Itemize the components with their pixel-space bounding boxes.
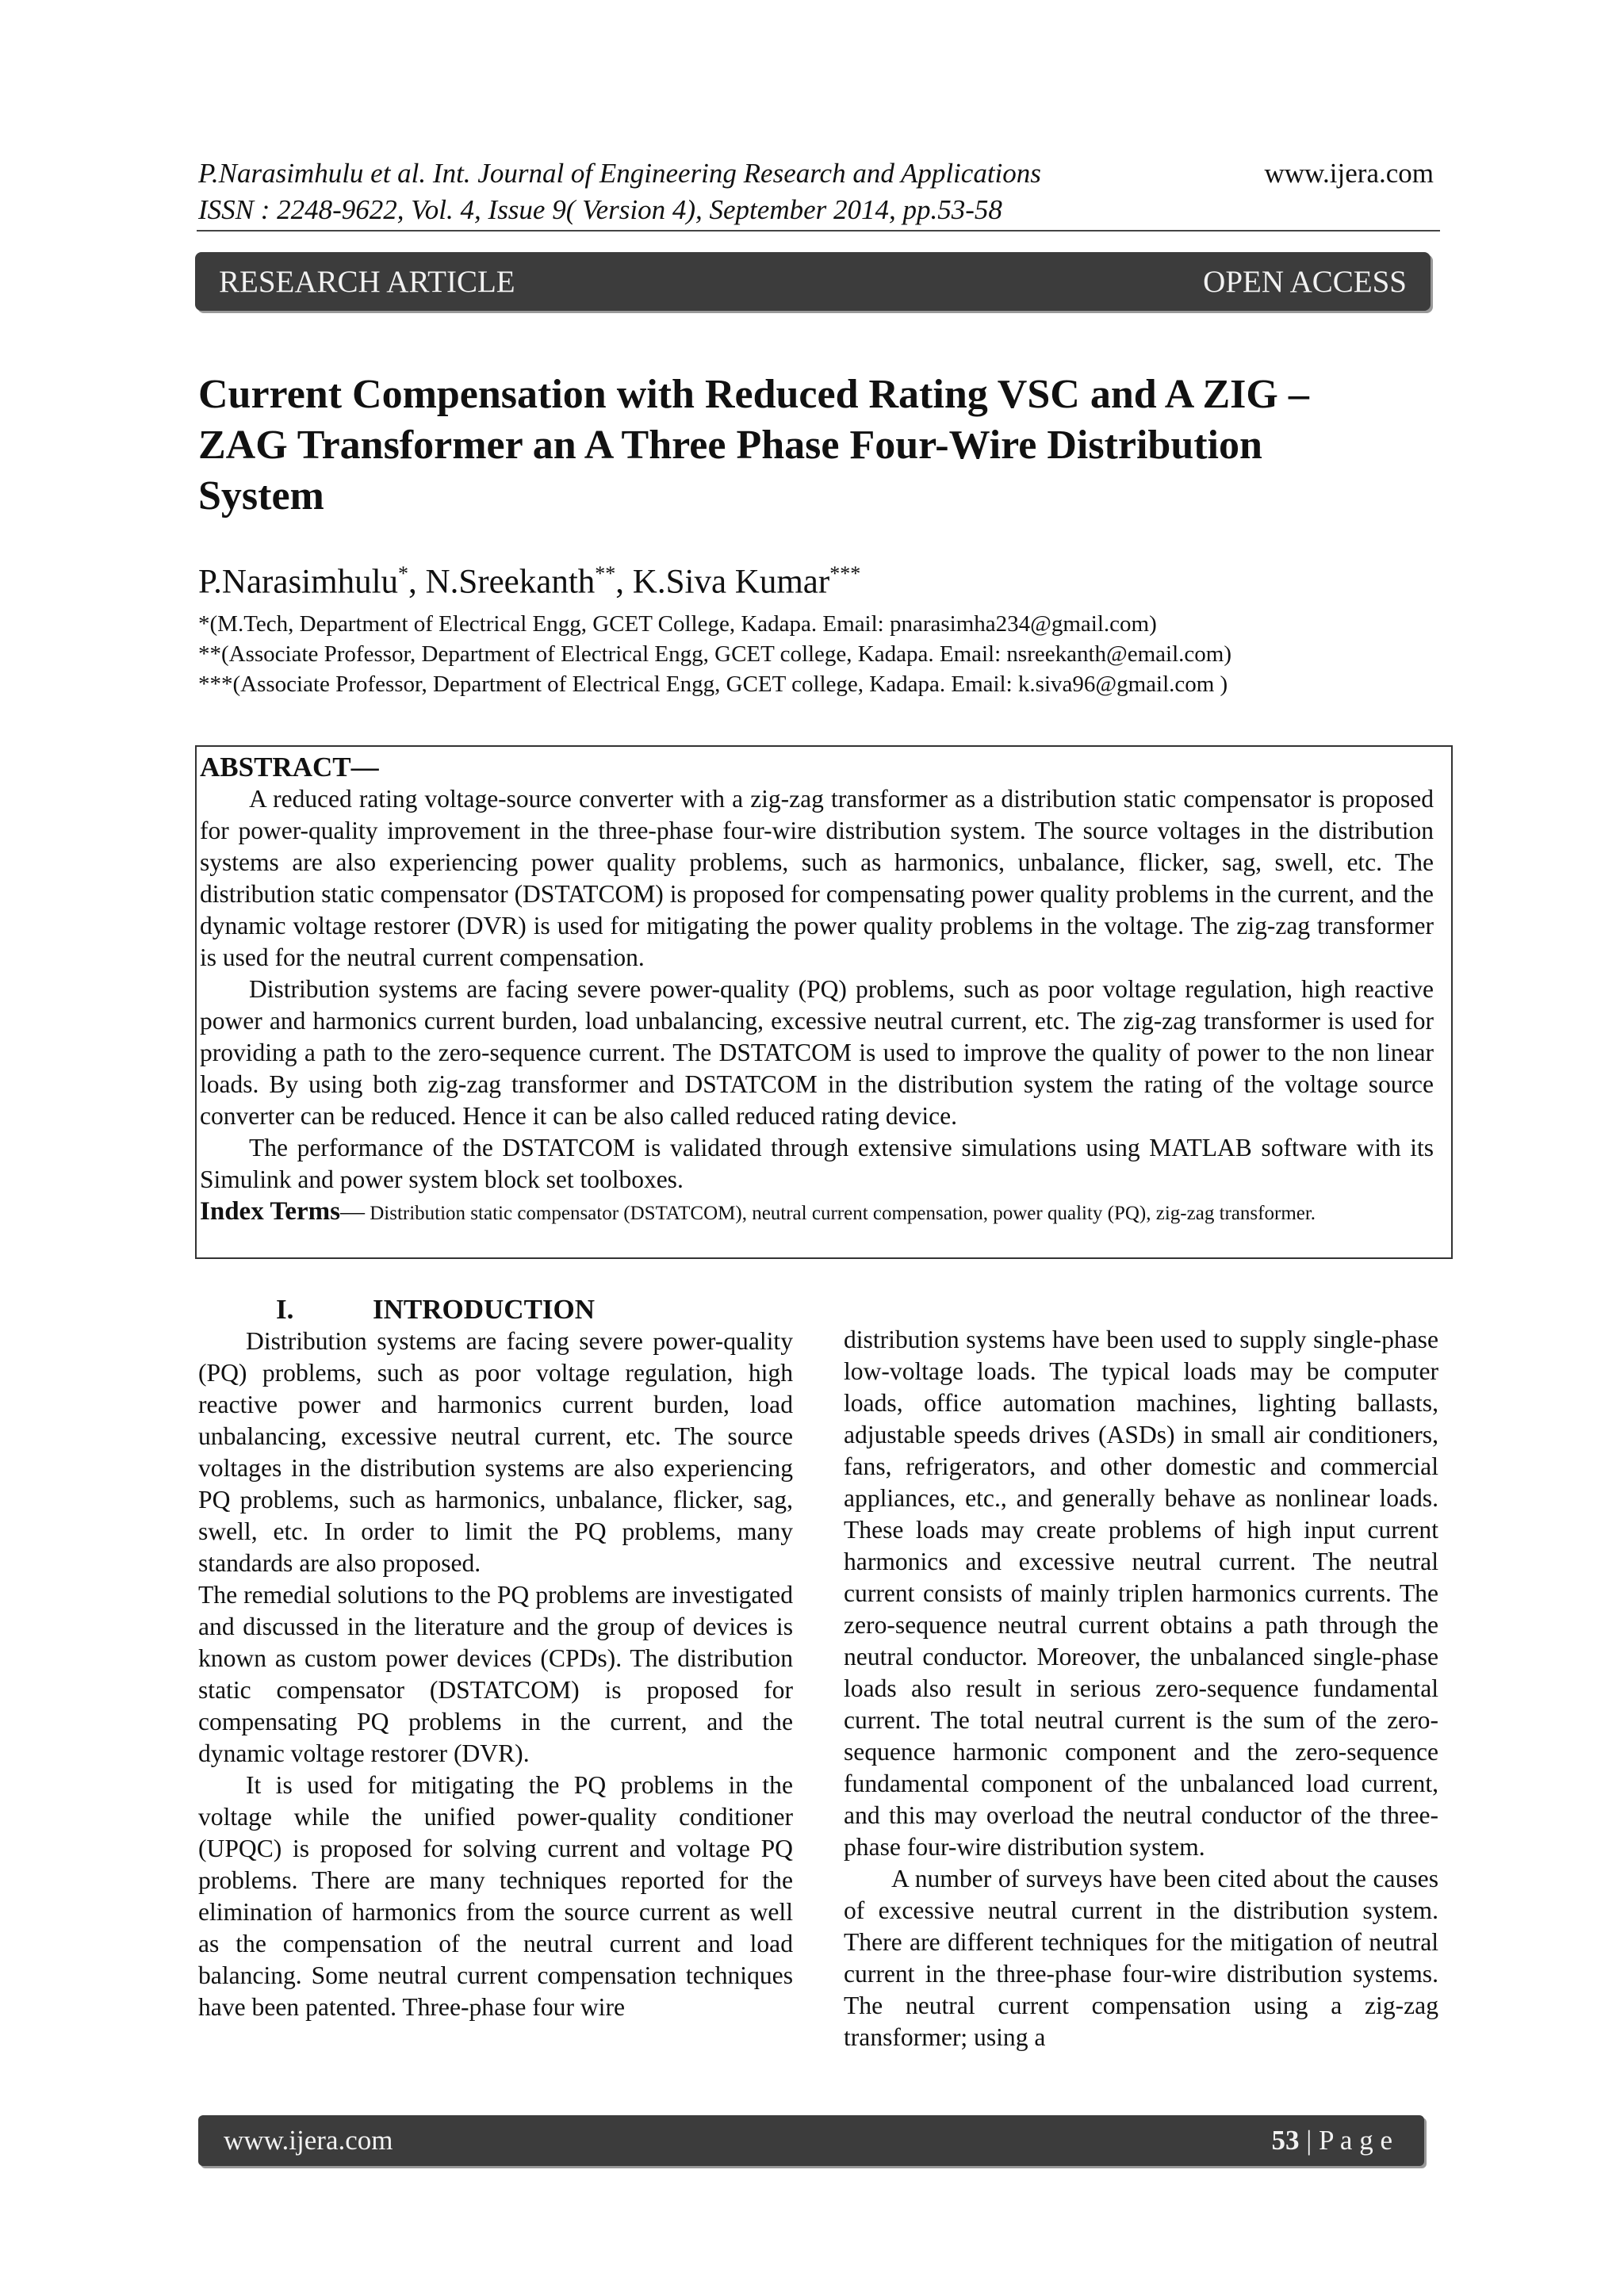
left-column: [198, 1294, 793, 2023]
intro-paragraph-1: Distribution systems are facing severe power-quality (PQ) problems, such as poor voltage regulation, high reactive power and harmonics current burden, load unbalancing, excessive neutral current, etc. The source voltages in the distribution systems are also experiencing PQ problems, such as harmonics, unbalance, flicker, sag, swell, etc. In order to limit the PQ problems, many standards are also proposed.: [198, 1327, 793, 1577]
section-number: I.: [276, 1294, 294, 1325]
page-number: [1272, 2125, 1393, 2156]
author-1: P.Narasimhulu: [198, 563, 399, 601]
open-access-label: OPEN ACCESS: [1203, 264, 1407, 299]
author-separator: ,: [615, 563, 633, 601]
section-title: INTRODUCTION: [373, 1294, 596, 1325]
abstract-box: [195, 745, 1453, 1259]
index-terms-label: Index Terms: [200, 1197, 340, 1226]
title-line-2: ZAG Transformer an A Three Phase Four-Wire Distribution: [198, 423, 1262, 468]
author-1-mark: *: [398, 562, 409, 585]
intro-paragraph-2: The remedial solutions to the PQ problems are investigated and discussed in the literature and the group of devices is known as custom power devices (CPDs). The distribution static compensator (DSTATCOM) is proposed for compensating PQ problems in the current, and the dynamic voltage restorer (DVR).: [198, 1581, 793, 1767]
journal-website[interactable]: www.ijera.com: [1264, 158, 1434, 189]
author-3-mark: ***: [829, 562, 861, 585]
affiliation-1: *(M.Tech, Department of Electrical Engg, GCET College, Kadapa. Email: pnarasimha234@gmail.com): [198, 611, 1157, 637]
intro-paragraph-3: It is used for mitigating the PQ problems in the voltage while the unified power-quality conditioner (UPQC) is proposed for solving current and voltage PQ problems. There are many techniques reported for the elimination of harmonics from the source current as well as the compensation of the neutral current and load balancing. Some neutral current compensation techniques have been patented. Three-phase four wire: [198, 1771, 793, 2021]
affiliation-3: ***(Associate Professor, Department of Electrical Engg, GCET college, Kadapa. Email: k.siva96@gmail.com ): [198, 672, 1228, 697]
journal-citation: [198, 155, 1041, 228]
citation-line-2: ISSN : 2248-9622, Vol. 4, Issue 9( Version 4), September 2014, pp.53-58: [198, 194, 1002, 225]
author-list: [198, 552, 860, 604]
intro-paragraph-5: A number of surveys have been cited about the causes of excessive neutral current in the distribution system. There are different techniques for the mitigation of neutral current in the three-phase four-wire distribution systems. The neutral current compensation using a zig-zag transformer; using a: [844, 1865, 1438, 2051]
header-divider: [197, 230, 1440, 232]
title-line-1: Current Compensation with Reduced Rating VSC and A ZIG –: [198, 372, 1309, 417]
author-2: N.Sreekanth: [425, 563, 596, 601]
abstract-paragraph-1: A reduced rating voltage-source converter with a zig-zag transformer as a distribution static compensator is proposed for power-quality improvement in the three-phase four-wire distribution system. The source voltages in the distribution systems are also experiencing power quality problems, such as harmonics, unbalance, flicker, sag, swell, etc. The distribution static compensator (DSTATCOM) is proposed for compensating power quality problems in the current, and the dynamic voltage restorer (DVR) is used for mitigating the power quality problems in the voltage. The zig-zag transformer is used for the neutral current compensation.: [200, 785, 1434, 971]
index-terms: [200, 1196, 1434, 1230]
page-footer: [198, 2115, 1424, 2166]
title-line-3: System: [198, 473, 324, 519]
paper-title: [198, 369, 1435, 522]
affiliation-2: **(Associate Professor, Department of Electrical Engg, GCET college, Kadapa. Email: nsreekanth@email.com): [198, 641, 1231, 667]
abstract-heading: ABSTRACT—: [200, 752, 379, 783]
intro-paragraph-4: distribution systems have been used to supply single-phase low-voltage loads. The typical loads may be computer loads, office automation machines, lighting ballasts, adjustable speeds drives (ASDs) in small air conditioners, fans, refrigerators, and other domestic and commercial appliances, etc., and generally behave as nonlinear loads. These loads may create problems of high input current harmonics and excessive neutral current. The neutral current consists of mainly triplen harmonics currents. The zero-sequence neutral current obtains a path through the neutral conductor. Moreover, the unbalanced single-phase loads also result in serious zero-sequence fundamental current. The total neutral current is the sum of the zero-sequence harmonic component and the zero-sequence fundamental component of the unbalanced load current, and this may overload the neutral conductor of the three-phase four-wire distribution system.: [844, 1326, 1438, 1861]
author-separator: ,: [408, 563, 426, 601]
citation-line-1: P.Narasimhulu et al. Int. Journal of Engineering Research and Applications: [198, 158, 1041, 189]
right-column: [844, 1324, 1438, 2053]
author-3: K.Siva Kumar: [632, 563, 830, 601]
index-terms-text: Distribution static compensator (DSTATCOM), neutral current compensation, power quality (PQ), zig-zag transformer.: [364, 1203, 1316, 1224]
research-article-label: RESEARCH ARTICLE: [219, 264, 515, 299]
author-2-mark: **: [595, 562, 616, 585]
index-terms-dash: —: [339, 1197, 365, 1225]
footer-website[interactable]: www.ijera.com: [224, 2125, 393, 2156]
section-heading-introduction: [198, 1294, 793, 1326]
page-label: | P a g e: [1299, 2125, 1392, 2156]
page-number-value: 53: [1271, 2125, 1300, 2156]
abstract-paragraph-3: The performance of the DSTATCOM is validated through extensive simulations using MATLAB software with its Simulink and power system block set toolboxes.: [200, 1134, 1434, 1193]
abstract-paragraph-2: Distribution systems are facing severe power-quality (PQ) problems, such as poor voltage regulation, high reactive power and harmonics current burden, load unbalancing, excessive neutral current, etc. The zig-zag transformer is used for providing a path to the zero-sequence current. The DSTATCOM is used to improve the quality of power to the non linear loads. By using both zig-zag transformer and DSTATCOM in the distribution system the rating of the voltage source converter can be reduced. Hence it can be also called reduced rating device.: [200, 975, 1434, 1130]
article-type-banner: [195, 252, 1431, 311]
